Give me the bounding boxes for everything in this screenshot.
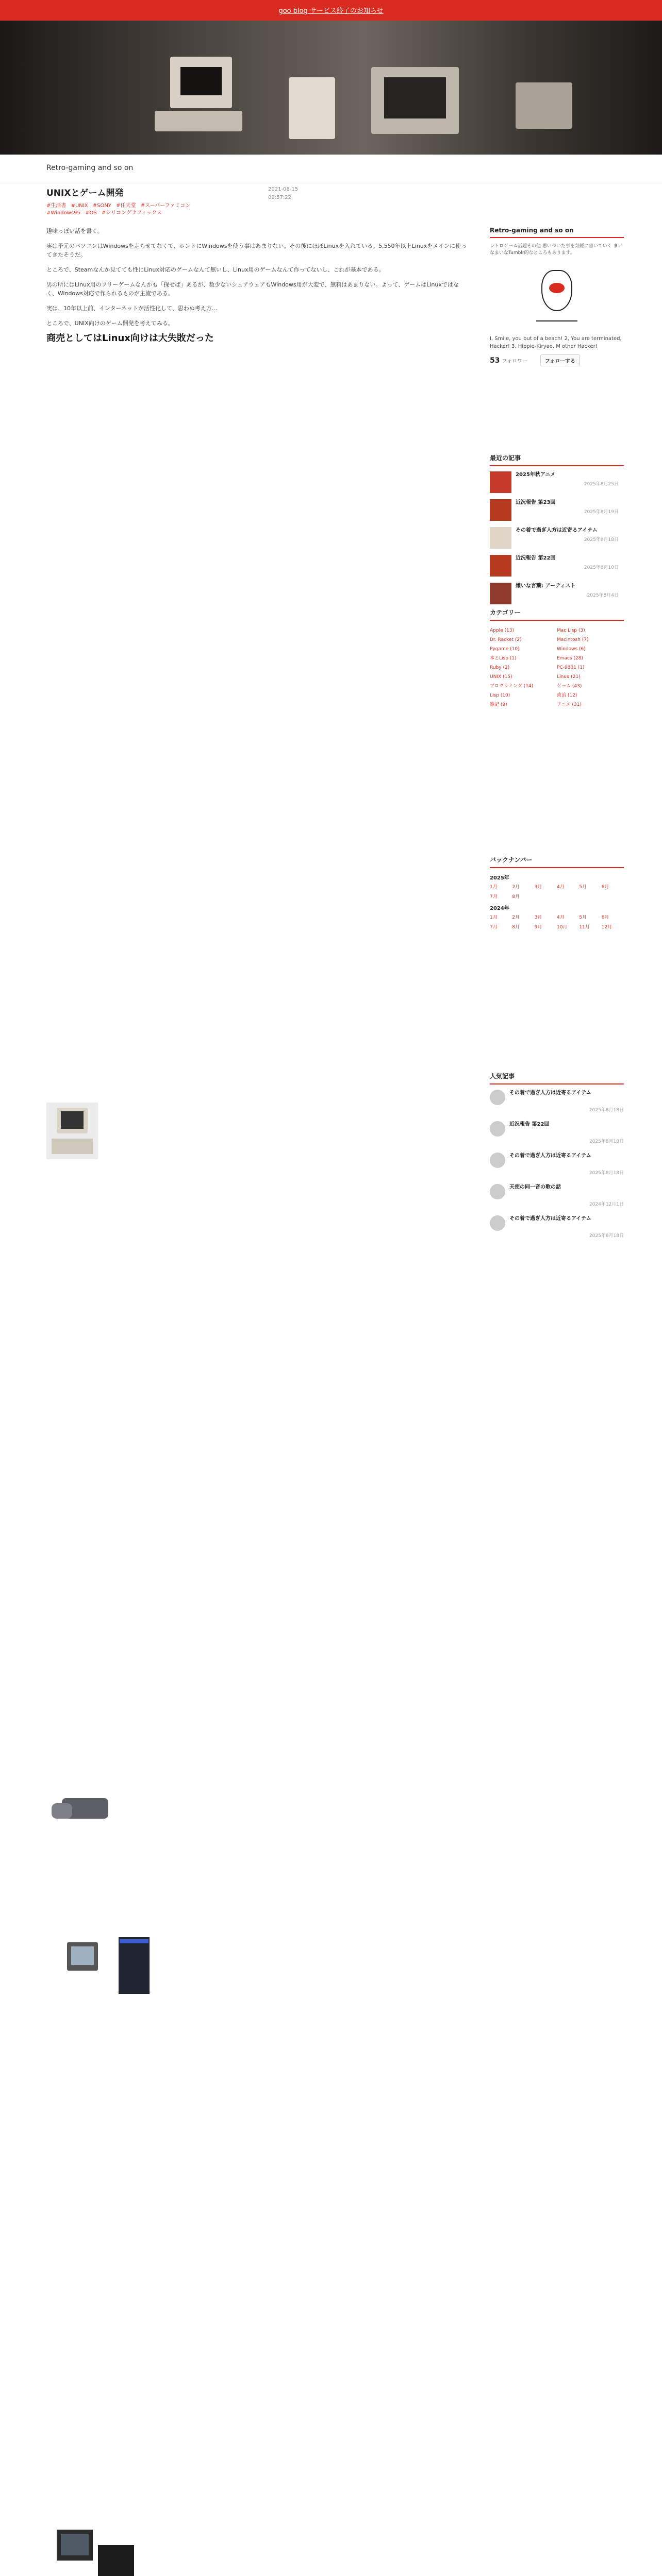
recent-post-thumbnail: [490, 555, 511, 577]
category-link[interactable]: ゲーム (43): [557, 684, 582, 689]
popular-post-item[interactable]: [490, 1215, 624, 1239]
site-title[interactable]: Retro-gaming and so on: [46, 164, 134, 172]
post-date: 2021-08-15: [268, 187, 299, 192]
post-title: UNIXとゲーム開発: [46, 188, 124, 198]
archive-month-link[interactable]: 2月: [512, 915, 520, 920]
tag-link[interactable]: #生活書: [46, 203, 67, 209]
header-hero-image: [0, 21, 662, 155]
popular-post-thumbnail: [490, 1090, 505, 1105]
console-photo: [46, 1783, 129, 1829]
popular-post-item[interactable]: [490, 1153, 624, 1176]
archive-month-link[interactable]: 3月: [534, 885, 542, 890]
popular-post-date: 2025年8月18日: [589, 1171, 624, 1176]
category-list: [490, 626, 624, 709]
follow-button[interactable]: フォローする: [540, 354, 580, 366]
popular-post-item[interactable]: [490, 1090, 624, 1113]
archive-month-link[interactable]: 5月: [579, 885, 587, 890]
archive-year: 2024年: [490, 906, 509, 911]
follower-label: フォロワー: [502, 359, 527, 364]
popular-post-date: 2024年12月1日: [589, 1202, 624, 1207]
post-meta: [268, 185, 298, 202]
tag-link[interactable]: #Windows95: [46, 210, 80, 216]
popular-post-title[interactable]: その着で過ぎ人方は近寄るアイテム: [509, 1090, 591, 1096]
recent-post-thumbnail: [490, 499, 511, 521]
recent-post-date: 2025年8月25日: [584, 482, 619, 487]
archive-month-link[interactable]: 1月: [490, 915, 498, 920]
popular-post-title[interactable]: 天使の同一音の歌の話: [509, 1184, 561, 1190]
archive-month-link[interactable]: 2月: [512, 885, 520, 890]
recent-post-date: 2025年8月18日: [584, 537, 619, 543]
archive-section: [490, 855, 624, 934]
popular-post-title[interactable]: 近況報告 第22回: [509, 1122, 550, 1127]
recent-post-thumbnail: [490, 471, 511, 493]
archive-month-link[interactable]: 9月: [534, 925, 542, 930]
category-title: カテゴリー: [490, 608, 624, 621]
profile-text: I, Smile, you but of a beach! 2, You are terminated, Hacker! 3, Hippie-Kiryao, M other Hacker!: [490, 336, 622, 349]
recent-post-title[interactable]: 近況報告 第23回: [516, 500, 556, 505]
recent-posts-title: 最近の記事: [490, 453, 624, 466]
recent-post-thumbnail: [490, 527, 511, 549]
archive-months: [490, 883, 624, 900]
tag-link[interactable]: #OS: [85, 210, 97, 216]
profile-avatar: [526, 265, 588, 327]
tag-link[interactable]: #SONY: [92, 203, 111, 209]
site-title-bar: [0, 155, 662, 183]
archive-month-link[interactable]: 10月: [556, 925, 568, 930]
popular-posts-section: [490, 1072, 624, 1247]
archive-month-link[interactable]: 8月: [512, 894, 520, 900]
article-paragraph: 趣味っぽい話を書く。: [46, 228, 103, 234]
category-link[interactable]: PC-9801 (1): [557, 665, 585, 670]
recent-post-item[interactable]: [490, 583, 624, 604]
article-header: [46, 185, 469, 222]
popular-post-title[interactable]: その着で過ぎ人方は近寄るアイテム: [509, 1153, 591, 1159]
popular-post-item[interactable]: [490, 1121, 624, 1144]
category-link[interactable]: Apple (13): [490, 628, 514, 633]
archive-month-link[interactable]: 6月: [601, 915, 609, 920]
recent-post-title[interactable]: 2025年秋アニメ: [516, 472, 556, 478]
popular-post-title[interactable]: その着で過ぎ人方は近寄るアイテム: [509, 1216, 591, 1222]
archive-month-link[interactable]: 6月: [601, 885, 609, 890]
popular-post-item[interactable]: [490, 1184, 624, 1207]
recent-post-date: 2025年8月19日: [584, 510, 619, 515]
article-paragraph: ところで、UNIX向けのゲーム開発を考えてみる。: [46, 320, 174, 327]
archive-month-link[interactable]: 11月: [579, 925, 590, 930]
profile-description: レトロゲーム話題その他 思いついた事を気軽に書いていく まいなまいなTumblr的なところもあります。: [490, 244, 623, 256]
follower-count: [490, 354, 624, 366]
archive-title: バックナンバー: [490, 855, 624, 868]
service-end-notice-link[interactable]: goo blog サービス終了のお知らせ: [278, 7, 384, 15]
recent-post-date: 2025年8月10日: [584, 565, 619, 570]
category-link[interactable]: Linux (21): [557, 674, 581, 680]
recent-post-title[interactable]: その着で過ぎ人方は近寄るアイテム: [516, 528, 598, 533]
category-section: [490, 608, 624, 709]
post-tags: [46, 202, 469, 217]
recent-post-item[interactable]: [490, 527, 624, 549]
category-link[interactable]: Mac Lisp (3): [557, 628, 585, 633]
archive-month-link[interactable]: 5月: [579, 915, 587, 920]
recent-post-thumbnail: [490, 583, 511, 604]
category-link[interactable]: Lisp (10): [490, 693, 510, 698]
workstation-photo: [62, 1932, 165, 2004]
emphasis-phrase: 商売としてはLinux向けは大失敗だった: [46, 333, 214, 344]
category-link[interactable]: Emacs (28): [557, 656, 583, 661]
recent-post-item[interactable]: [490, 555, 624, 577]
article-paragraph: 実は予元のパソコンはWindowsを走らせてなくて、ホントにWindowsを使う事はあまりない。その後にほぼLinuxを入れている。5,550年以上Linuxをメインに使ってきたそうだ。: [46, 243, 467, 258]
nextcube-photo: [46, 2524, 150, 2576]
popular-post-thumbnail: [490, 1184, 505, 1199]
tag-link[interactable]: #シリコングラフィックス: [101, 210, 162, 216]
tag-link[interactable]: #任天堂: [116, 203, 136, 209]
category-link[interactable]: プログラミング (14): [490, 684, 534, 689]
profile-section: [490, 227, 624, 366]
archive-month-link[interactable]: 4月: [556, 915, 565, 920]
archive-month-link[interactable]: 7月: [490, 925, 498, 930]
recent-posts-section: [490, 453, 624, 611]
category-link[interactable]: Ruby (2): [490, 665, 510, 670]
popular-post-thumbnail: [490, 1121, 505, 1137]
archive-months: [490, 913, 624, 930]
post-time: 09:57:22: [268, 195, 291, 200]
top-notice-bar: [0, 0, 662, 21]
recent-post-item[interactable]: [490, 499, 624, 521]
archive-month-link[interactable]: 12月: [601, 925, 613, 930]
recent-post-title[interactable]: 嫌いな言葉: アーティスト: [516, 583, 576, 589]
article-paragraph: ところで、Steamなんか見てても性にLinux対応のゲームなんて無いし、Linux用のゲームなんて作ってないし、これが基本である。: [46, 266, 385, 273]
archive-month-link[interactable]: 1月: [490, 885, 498, 890]
archive-month-link[interactable]: 8月: [512, 925, 520, 930]
category-link[interactable]: アニメ (31): [557, 702, 582, 707]
tag-link[interactable]: #UNIX: [71, 203, 88, 209]
category-link[interactable]: Windows (6): [557, 647, 586, 652]
article-paragraph: 実は、10年以上前、インターネットが活性化して、思わぬ考え方...: [46, 305, 218, 312]
article-body: [46, 227, 469, 350]
pc-photo: [46, 1103, 98, 1159]
recent-post-date: 2025年8月4日: [587, 593, 619, 598]
category-link[interactable]: 政治 (12): [557, 693, 577, 698]
archive-month-link[interactable]: 3月: [534, 915, 542, 920]
category-link[interactable]: Macintosh (7): [557, 637, 589, 642]
popular-post-date: 2025年8月18日: [589, 1233, 624, 1239]
follower-number: 53: [490, 357, 500, 365]
popular-post-date: 2025年8月18日: [589, 1108, 624, 1113]
category-link[interactable]: 雑記 (9): [490, 702, 507, 707]
profile-title: Retro-gaming and so on: [490, 227, 624, 238]
category-link[interactable]: Pygame (10): [490, 647, 520, 652]
category-link[interactable]: Dr. Racket (2): [490, 637, 522, 642]
popular-post-date: 2025年8月10日: [589, 1139, 624, 1144]
popular-post-thumbnail: [490, 1215, 505, 1231]
recent-post-title[interactable]: 近況報告 第22回: [516, 555, 556, 561]
category-link[interactable]: UNIX (15): [490, 674, 512, 680]
archive-month-link[interactable]: 4月: [556, 885, 565, 890]
popular-post-thumbnail: [490, 1153, 505, 1168]
tag-link[interactable]: #スーパーファミコン: [140, 203, 191, 209]
archive-month-link[interactable]: 7月: [490, 894, 498, 900]
recent-post-item[interactable]: [490, 471, 624, 493]
article-paragraph: 男の所にはLinux用のフリーゲームなんかも「探せば」あるが、数少ないシェアウェアもWindows用が大変で、無料はあまりない。よって、ゲームはLinuxではなく、Windows対応で作られるものが主流である。: [46, 281, 459, 297]
popular-posts-title: 人気記事: [490, 1072, 624, 1084]
archive-year: 2025年: [490, 875, 509, 881]
category-link[interactable]: 本とLisp (1): [490, 656, 517, 661]
